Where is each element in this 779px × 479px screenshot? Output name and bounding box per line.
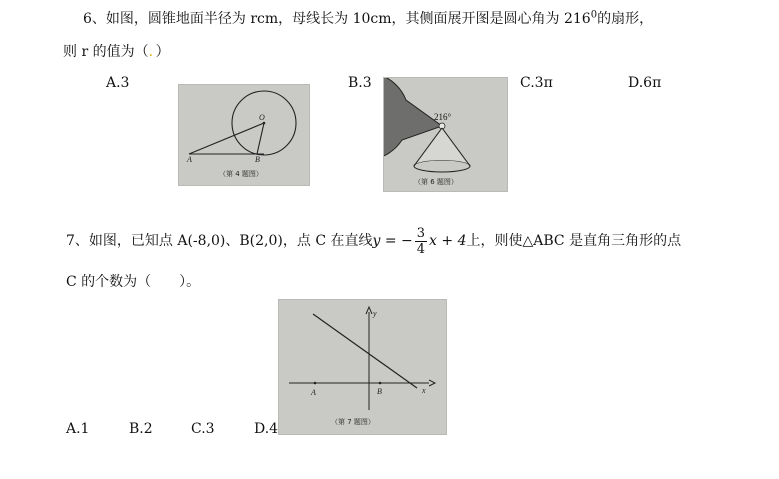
q7-option-c: C.3 (191, 421, 215, 437)
q7-eq-lhs: y = − (372, 233, 413, 249)
q6-option-a: A.3 (106, 75, 130, 91)
fig7-label-b: B (377, 387, 382, 396)
q7-eq-denominator: 4 (416, 241, 426, 257)
fig4-label-b: B (255, 155, 260, 164)
fig7-point-b (379, 382, 382, 385)
q6-option-d: D.6π (628, 75, 662, 91)
fig7-line (313, 314, 417, 388)
fig4-line-ao (189, 123, 264, 154)
fig6-caption: （第 6 题图） (414, 178, 458, 186)
q7-eq-numerator: 3 (416, 225, 426, 241)
fig4-label-o: O (259, 113, 265, 122)
q6-option-c: C.3π (520, 75, 553, 91)
fig7-caption: （第 7 题图） (331, 418, 375, 426)
q6-answer-dot: ． (148, 44, 156, 60)
fig4-caption: （第 4 题图） (219, 170, 263, 178)
q7-line1 (66, 224, 681, 258)
q6-line1 (83, 8, 653, 28)
q7-option-b: B.2 (129, 421, 153, 437)
q6-line2-pre: 则 r 的值为（ (63, 44, 149, 60)
q6-line2 (63, 41, 170, 61)
q7-line1-pre: 7、如图，已知点 A(-8,0)、B(2,0)，点 C 在直线 (66, 233, 373, 249)
figure-6-drawing (384, 78, 507, 191)
q6-degree-sup: 0 (590, 9, 598, 21)
figure-7 (278, 299, 447, 435)
q6-line1-pre: 6、如图，圆锥地面半径为 rcm，母线长为 10cm，其侧面展开图是圆心角为 216 (83, 11, 591, 27)
q7-eq-rhs: x + 4 (429, 233, 467, 249)
fig4-line-ob (257, 123, 264, 154)
fig7-label-x: x (422, 386, 426, 395)
q7-option-a: A.1 (66, 421, 90, 437)
fig7-x-arrow (429, 380, 435, 386)
q7-option-d: D.4 (254, 421, 279, 437)
q7-line1-post: 上，则使△ABC 是直角三角形的点 (466, 233, 682, 249)
q6-line2-post: ） (155, 44, 170, 60)
q6-option-b: B.3 (348, 75, 372, 91)
fig7-point-a (314, 382, 317, 385)
figure-7-drawing (279, 300, 446, 434)
fig7-label-y: y (373, 309, 377, 318)
q7-eq-fraction (415, 226, 427, 257)
figure-4 (178, 84, 310, 186)
q7-line2: C 的个数为（ ）。 (66, 274, 201, 290)
fig4-label-a: A (187, 155, 192, 164)
fig6-cone-base (414, 160, 470, 172)
fig6-angle-label: 216° (434, 112, 452, 122)
figure-6 (383, 77, 508, 192)
q6-line1-post: 的扇形， (597, 11, 654, 27)
fig7-label-a: A (311, 388, 316, 397)
figure-4-drawing (179, 85, 309, 185)
